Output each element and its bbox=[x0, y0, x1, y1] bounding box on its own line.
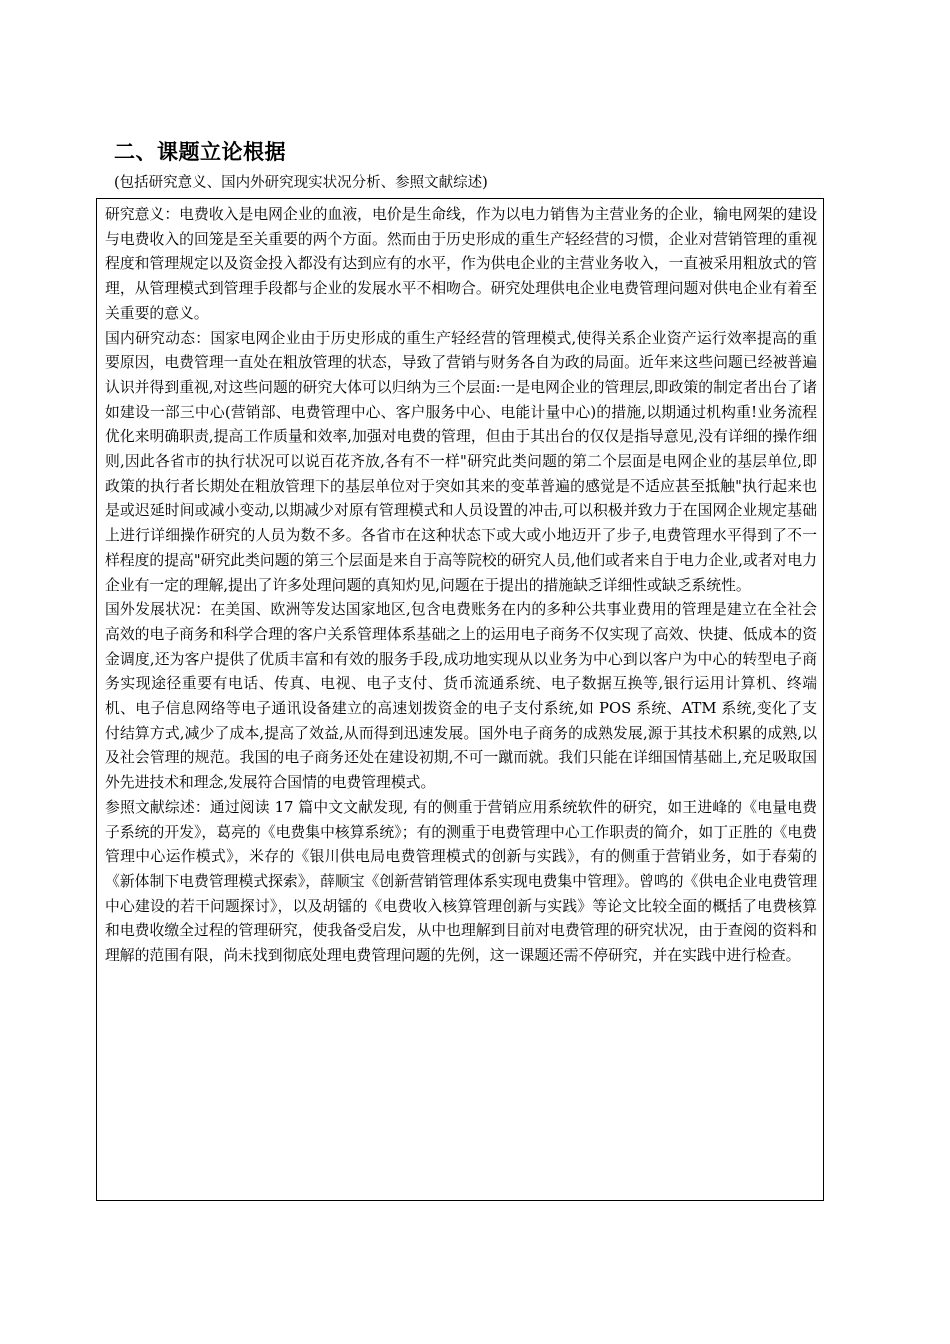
section-title: 二、课题立论根据 bbox=[114, 140, 286, 164]
paragraph-foreign-development: 国外发展状况：在美国、欧洲等发达国家地区,包含电费账务在内的多种公共事业费用的管理是建立在全社会高效的电子商务和科学合理的客户关系管理体系基础之上的运用电子商务不仅实现了高效、快捷、低成本的资金调度,还为客户提供了优质丰富和有效的服务手段,成功地实现从以业务为中心到以客户为中心的转型电子商务实现途径重要有电话、传真、电视、电子支付、货币流通系统、电子数据互换等,银行运用计算机、终端机、电子信息网络等电子通讯设备建立的高速划拨资金的电子支付系统,如 POS 系统、ATM 系统,变化了支付结算方式,减少了成本,提高了效益,从而得到迅速发展。国外电子商务的成熟发展,源于其技术积累的成熟,以及社会管理的规范。我国的电子商务还处在建设初期,不可一蹴而就。我们只能在详细国情基础上,充足吸取国外先进技术和理念,发展符合国情的电费管理模式。 bbox=[105, 601, 817, 792]
paragraph-domestic-research: 国内研究动态：国家电网企业由于历史形成的重生产轻经营的管理模式,使得关系企业资产运行效率提高的重要原因，电费管理一直处在粗放管理的状态，导致了营销与财务各自为政的局面。近年来这些问题已经被普遍认识并得到重视,对这些问题的研究大体可以归纳为三个层面:一是电网企业的管理层,即政策的制定者出台了诸如建设一部三中心(营销部、电费管理中心、客户服务中心、电能计量中心)的措施,以期通过机构重!业务流程优化来明确职责,提高工作质量和效率,加强对电费的管理，但由于其出台的仅仅是指导意见,没有详细的操作细则,因此各省市的执行状况可以说百花齐放,各有不一样"研究此类问题的第二个层面是电网企业的基层单位,即政策的执行者长期处在粗放管理下的基层单位对于突如其来的变革普遍的感觉是不适应甚至抵触"执行起来也是或迟延时间或减小变动,以期减少对原有管理模式和人员设置的冲击,可以积极并致力于在国网企业规定基础上进行详细操作研究的人员为数不多。各省市在这种状态下或大或小地迈开了步子,电费管理水平得到了不一样程度的提高"研究此类问题的第三个层面是来自于高等院校的研究人员,他们或者来自于电力企业,或者对电力企业有一定的理解,提出了许多处理问题的真知灼见,问题在于提出的措施缺乏详细性或缺乏系统性。 bbox=[105, 329, 817, 594]
paragraph-literature-review: 参照文献综述：通过阅读 17 篇中文文献发现, 有的侧重于营销应用系统软件的研究，如王进峰的《电量电费子系统的开发》，葛亮的《电费集中核算系统》；有的测重于电费管理中心工作职责的简介，如丁正胜的《电费管理中心运作模式》，米存的《银川供电局电费管理模式的创新与实践》，有的侧重于营销业务，如于春菊的《新体制下电费管理模式探索》，薛顺宝《创新营销管理体系实现电费集中管理》。曾鸣的《供电企业电费管理中心建设的若干问题探讨》，以及胡镭的《电费收入核算管理创新与实践》等论文比较全面的概括了电费核算和电费收缴全过程的管理研究，使我备受启发，从中也理解到目前对电费管理的研究状况，由于查阅的资料和理解的范围有限，尚未找到彻底处理电费管理问题的先例，这一课题还需不停研究，并在实践中进行检查。 bbox=[105, 798, 817, 965]
section-subtitle: (包括研究意义、国内外研究现实状况分析、参照文献综述) bbox=[114, 175, 488, 191]
paragraph-research-significance: 研究意义：电费收入是电网企业的血液，电价是生命线，作为以电力销售为主营业务的企业，输电网架的建设与电费收入的回笼是至关重要的两个方面。然而由于历史形成的重生产轻经营的习惯，企业对营销管理的重视程度和管理规定以及资金投入都没有达到应有的水平，作为供电企业的主营业务收入，一直被采用粗放式的管理，从管理模式到管理手段都与企业的发展水平不相吻合。研究处理供电企业电费管理问题对供电企业有着至关重要的意义。 bbox=[105, 206, 817, 322]
content-box bbox=[96, 198, 824, 1201]
